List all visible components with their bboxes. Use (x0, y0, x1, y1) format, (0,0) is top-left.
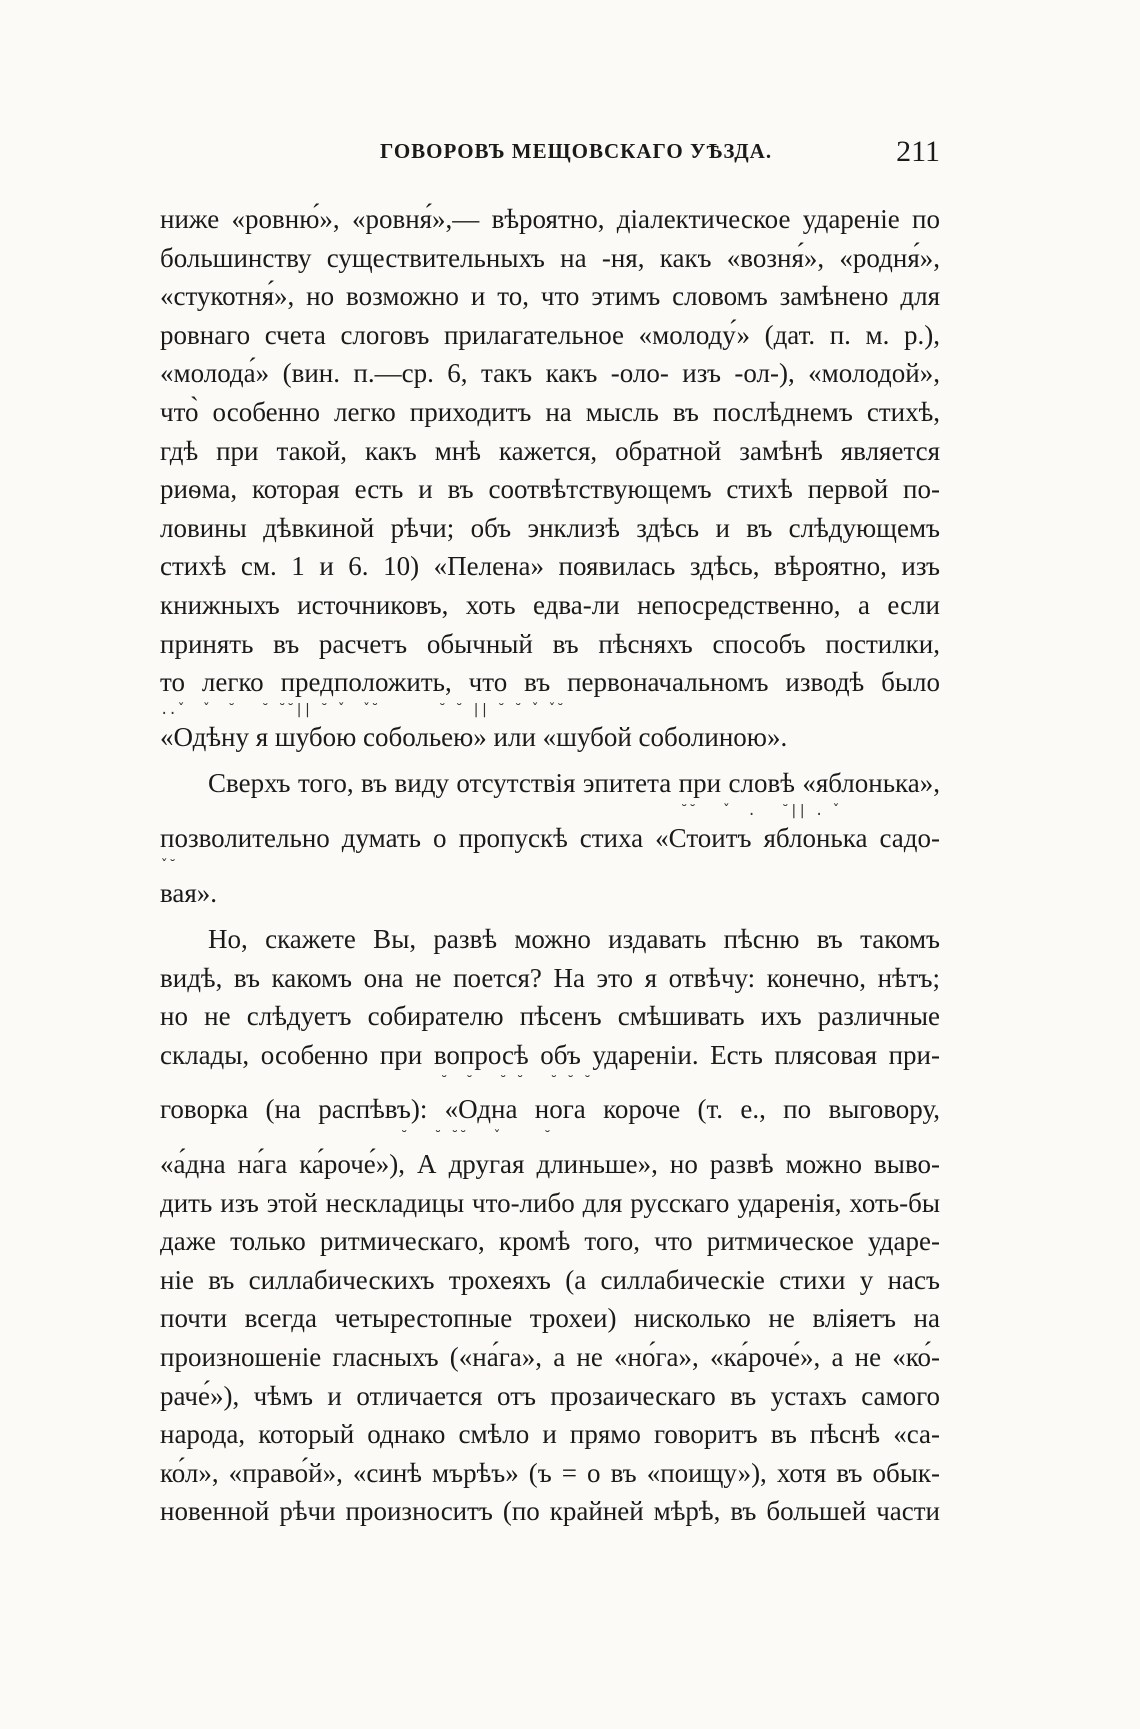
page-header (160, 135, 940, 175)
text-line: Сверхъ того, въ виду отсутствія эпитета при словѣ «яблонька», (208, 768, 940, 799)
text-line: книжныхъ источниковъ, хоть едва-ли непосредственно, а если (160, 589, 940, 620)
paragraph-1 (160, 200, 940, 756)
text-line: что̀ особенно легко приходитъ на мысль въ послѣднемъ стихѣ, (160, 396, 940, 427)
text-line: риѳма, которая есть и въ соотвѣтствующемъ стихѣ первой по- (160, 474, 940, 505)
paragraph-3 (160, 920, 940, 1531)
metric-marks: ..ˇ ˇ ˘ ˘ ˘˘|| ˘ ˇ ˇ˘ ˘ ˘ || ˘ ˘ ˇ ˇ˘ (160, 701, 565, 718)
text-line: стихѣ см. 1 и 6. 10) «Пелена» появилась здѣсь, вѣроятно, изъ (160, 551, 940, 582)
metric-marks: ˘˘ ˇ . ˘|| . ˇ (680, 802, 841, 819)
metric-marks: ˇ˘ (160, 857, 177, 874)
page-number: 211 (896, 135, 940, 168)
text-line: дить изъ этой нескладицы что-либо для русскаго ударенія, хоть-бы (160, 1187, 940, 1218)
text-line: «молода́» (вин. п.—ср. 6, такъ какъ -оло- изъ -ол-), «молодой», (160, 358, 940, 389)
text-line: почти всегда четырестопные трохеи) нисколько не вліяетъ на (160, 1303, 940, 1334)
text-line: гдѣ при такой, какъ мнѣ кажется, обратной замѣнѣ является (160, 435, 940, 466)
text-line: ко́л», «право́й», «синѣ мърѣъ» (ъ = о въ «поищу»), хотя въ обык- (160, 1457, 940, 1488)
paragraph-2 (160, 764, 940, 912)
text-line: произношеніе гласныхъ («на́га», а не «но́га», «ка́роче́», а не «ко́- (160, 1342, 940, 1373)
text-line: ловины дѣвкиной рѣчи; объ энклизѣ здѣсь и въ слѣдующемъ (160, 512, 940, 543)
text-line: позволительно думать о пропускѣ стиха «Стоитъ яблонька садо- (160, 822, 940, 853)
text-line: «Одѣну я шубою собольею» или «шубой соболиною». (160, 721, 788, 752)
text-line: «а́дна на́га ка́роче́»), А другая длиньше», но развѣ можно выво- (160, 1149, 940, 1180)
text-line: но не слѣдуетъ собирателю пѣсенъ смѣшивать ихъ различные (160, 1001, 940, 1032)
text-line: то легко предположить, что въ первоначальномъ изводѣ было (160, 667, 940, 698)
metric-marks: ˘ ˘ ˘˘ ˇ ˘ (400, 1129, 552, 1146)
running-title: ГОВОРОВЪ МЕЩОВСКАГО УѢЗДА. (380, 139, 773, 163)
text-line: даже только ритмическаго, кромѣ того, что ритмическое ударе- (160, 1226, 940, 1257)
text-line: видѣ, въ какомъ она не поется? На это я отвѣчу: конечно, нѣтъ; (160, 962, 940, 993)
text-line: принять въ расчетъ обычный въ пѣсняхъ способъ постилки, (160, 628, 940, 659)
text-line: «стукотня́», но возможно и то, что этимъ словомъ замѣнено для (160, 281, 940, 312)
text-line: говорка (на распѣвъ): «Одна нога короче (т. е., по выговору, (160, 1094, 940, 1125)
text-line: ніе въ силлабическихъ трохеяхъ (а силлабическіе стихи у насъ (160, 1264, 940, 1295)
text-line: большинству существительныхъ на -ня, какъ «возня́», «родня́», (160, 242, 940, 273)
text-line: ровнаго счета слоговъ прилагательное «молоду́» (дат. п. м. р.), (160, 319, 940, 350)
body-text (160, 200, 940, 1539)
text-line: раче́»), чѣмъ и отличается отъ прозаическаго въ устахъ самого (160, 1380, 940, 1411)
text-line: склады, особенно при вопросѣ объ удареніи. Есть плясовая при- (160, 1039, 940, 1070)
metric-marks: ˘ ˘ ˘ ˘ ˘ ˘ ˘ (440, 1074, 592, 1091)
text-line: вая». (160, 877, 218, 908)
text-line: ниже «ровню́», «ровня́»,— вѣроятно, діалектическое удареніе по (160, 204, 940, 234)
text-line: Но, скажете Вы, развѣ можно издавать пѣсню въ такомъ (208, 924, 940, 955)
text-line: народа, который однако смѣло и прямо говоритъ въ пѣснѣ «са- (160, 1419, 940, 1450)
text-line: новенной рѣчи произноситъ (по крайней мѣрѣ, въ большей части (160, 1496, 940, 1527)
